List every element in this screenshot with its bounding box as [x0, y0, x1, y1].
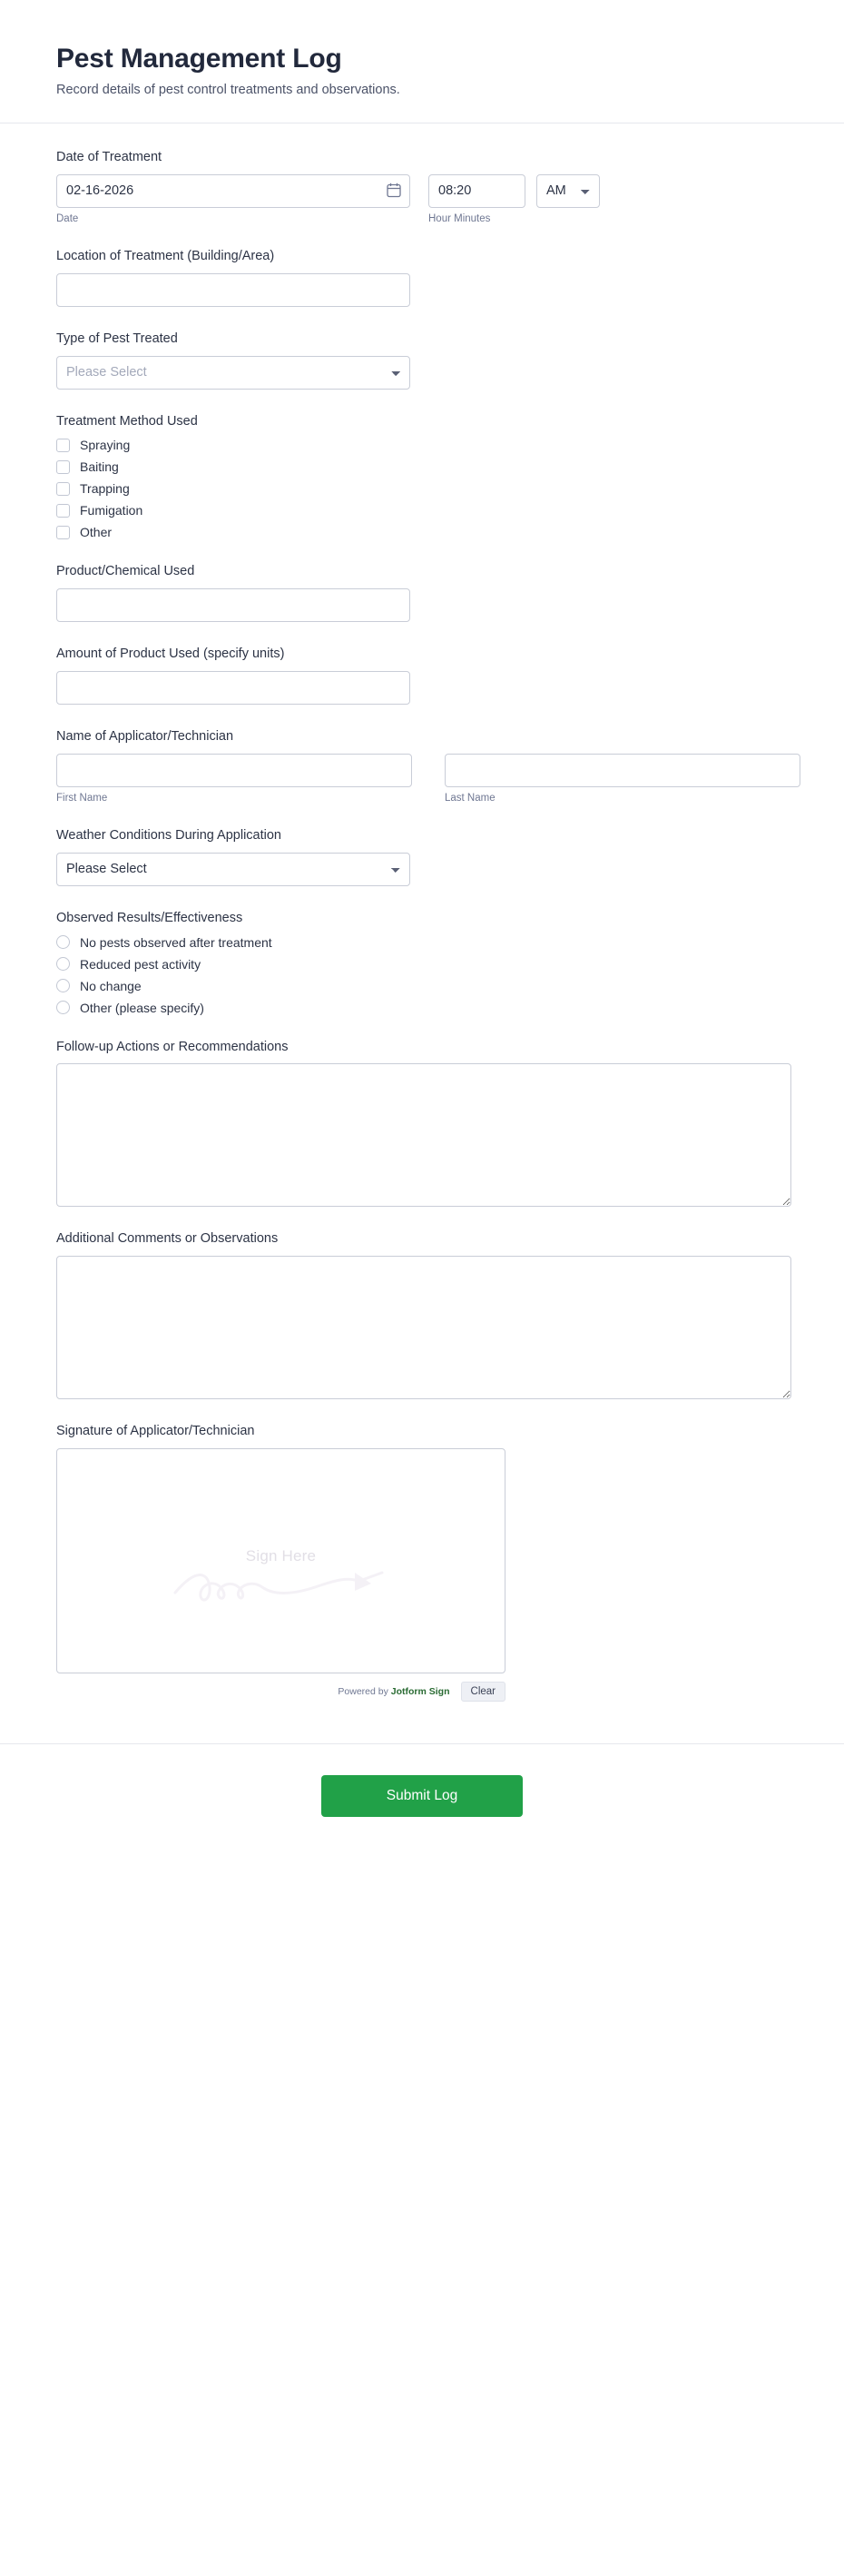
submit-button[interactable]: Submit Log	[321, 1775, 523, 1817]
comments-label: Additional Comments or Observations	[56, 1231, 279, 1247]
powered-by-prefix: Powered by	[338, 1686, 391, 1698]
observed-results-options	[56, 935, 788, 1015]
first-name-input[interactable]	[56, 754, 412, 787]
radio-option-no-pests[interactable]	[56, 935, 788, 950]
checkbox-icon[interactable]	[56, 439, 70, 452]
weather-select[interactable]	[56, 853, 410, 886]
first-name-sublabel: First Name	[56, 792, 108, 804]
checkbox-icon[interactable]	[56, 482, 70, 496]
signature-footer	[56, 1682, 505, 1702]
location-input[interactable]	[56, 273, 410, 307]
location-input-wrapper	[56, 273, 410, 307]
checkbox-option-other[interactable]	[56, 525, 788, 539]
radio-icon[interactable]	[56, 957, 70, 971]
clear-signature-button[interactable]: Clear	[461, 1682, 505, 1702]
powered-by-text	[338, 1686, 449, 1697]
signature-hint: Sign Here	[245, 1547, 317, 1565]
checkbox-label: Spraying	[80, 438, 131, 453]
page-subtitle: Record details of pest control treatments and observations.	[56, 83, 400, 97]
field-pest-type	[56, 331, 788, 390]
checkbox-icon[interactable]	[56, 460, 70, 474]
radio-option-other[interactable]	[56, 1001, 788, 1015]
radio-icon[interactable]	[56, 979, 70, 992]
field-comments	[56, 1230, 788, 1399]
field-product	[56, 563, 788, 622]
checkbox-icon[interactable]	[56, 526, 70, 539]
location-label: Location of Treatment (Building/Area)	[56, 248, 275, 263]
treatment-method-label: Treatment Method Used	[56, 413, 198, 429]
date-sublabel: Date	[56, 212, 79, 224]
amount-label: Amount of Product Used (specify units)	[56, 646, 285, 662]
field-treatment-method	[56, 413, 788, 540]
comments-textarea[interactable]	[56, 1256, 791, 1399]
signature-placeholder-icon	[168, 1560, 395, 1619]
checkbox-label: Baiting	[80, 459, 119, 475]
field-weather	[56, 827, 788, 886]
powered-by-brand: Jotform Sign	[390, 1686, 450, 1698]
field-amount	[56, 646, 788, 705]
applicator-name-label: Name of Applicator/Technician	[56, 729, 234, 745]
form-header	[0, 0, 844, 123]
field-applicator-name	[56, 728, 788, 804]
applicator-name-row	[56, 754, 788, 804]
radio-label: No pests observed after treatment	[80, 934, 272, 950]
date-input-wrapper	[56, 174, 410, 208]
treatment-method-options	[56, 438, 788, 539]
checkbox-label: Fumigation	[80, 503, 143, 518]
last-name-wrapper	[445, 754, 800, 804]
checkbox-label: Trapping	[80, 481, 130, 497]
last-name-input[interactable]	[445, 754, 800, 787]
checkbox-option-spraying[interactable]	[56, 438, 788, 452]
ampm-select[interactable]	[536, 174, 600, 208]
time-input[interactable]	[428, 174, 525, 208]
weather-label: Weather Conditions During Application	[56, 827, 281, 843]
radio-label: Other (please specify)	[80, 1000, 204, 1015]
product-input[interactable]	[56, 588, 410, 622]
checkbox-option-trapping[interactable]	[56, 481, 788, 496]
checkbox-option-baiting[interactable]	[56, 459, 788, 474]
form-body	[0, 123, 844, 1743]
date-input[interactable]	[56, 174, 410, 208]
time-sublabel: Hour Minutes	[428, 212, 491, 224]
radio-label: Reduced pest activity	[80, 956, 201, 972]
followup-textarea[interactable]	[56, 1063, 791, 1207]
first-name-wrapper	[56, 754, 412, 804]
date-of-treatment-label: Date of Treatment	[56, 150, 162, 164]
field-followup	[56, 1039, 788, 1208]
last-name-sublabel: Last Name	[445, 792, 496, 804]
product-input-wrapper	[56, 588, 410, 622]
amount-input-wrapper	[56, 671, 410, 705]
pest-type-label: Type of Pest Treated	[56, 331, 178, 346]
date-row	[56, 174, 788, 208]
product-label: Product/Chemical Used	[56, 564, 195, 579]
radio-icon[interactable]	[56, 935, 70, 949]
field-location	[56, 248, 788, 307]
form-footer	[0, 1743, 844, 1859]
radio-label: No change	[80, 978, 142, 993]
amount-input[interactable]	[56, 671, 410, 705]
signature-label: Signature of Applicator/Technician	[56, 1424, 255, 1439]
radio-option-no-change[interactable]	[56, 979, 788, 993]
date-sublabel-row	[56, 208, 788, 224]
time-group	[428, 174, 600, 208]
page-title: Pest Management Log	[56, 44, 342, 74]
radio-icon[interactable]	[56, 1001, 70, 1014]
followup-label: Follow-up Actions or Recommendations	[56, 1039, 289, 1054]
observed-results-label: Observed Results/Effectiveness	[56, 910, 243, 925]
pest-type-select[interactable]	[56, 356, 410, 390]
field-signature	[56, 1423, 788, 1702]
field-date-of-treatment	[56, 149, 788, 224]
field-observed-results	[56, 910, 788, 1015]
checkbox-icon[interactable]	[56, 504, 70, 518]
checkbox-label: Other	[80, 525, 113, 540]
signature-pad[interactable]	[56, 1448, 505, 1673]
checkbox-option-fumigation[interactable]	[56, 503, 788, 518]
radio-option-reduced-activity[interactable]	[56, 957, 788, 972]
